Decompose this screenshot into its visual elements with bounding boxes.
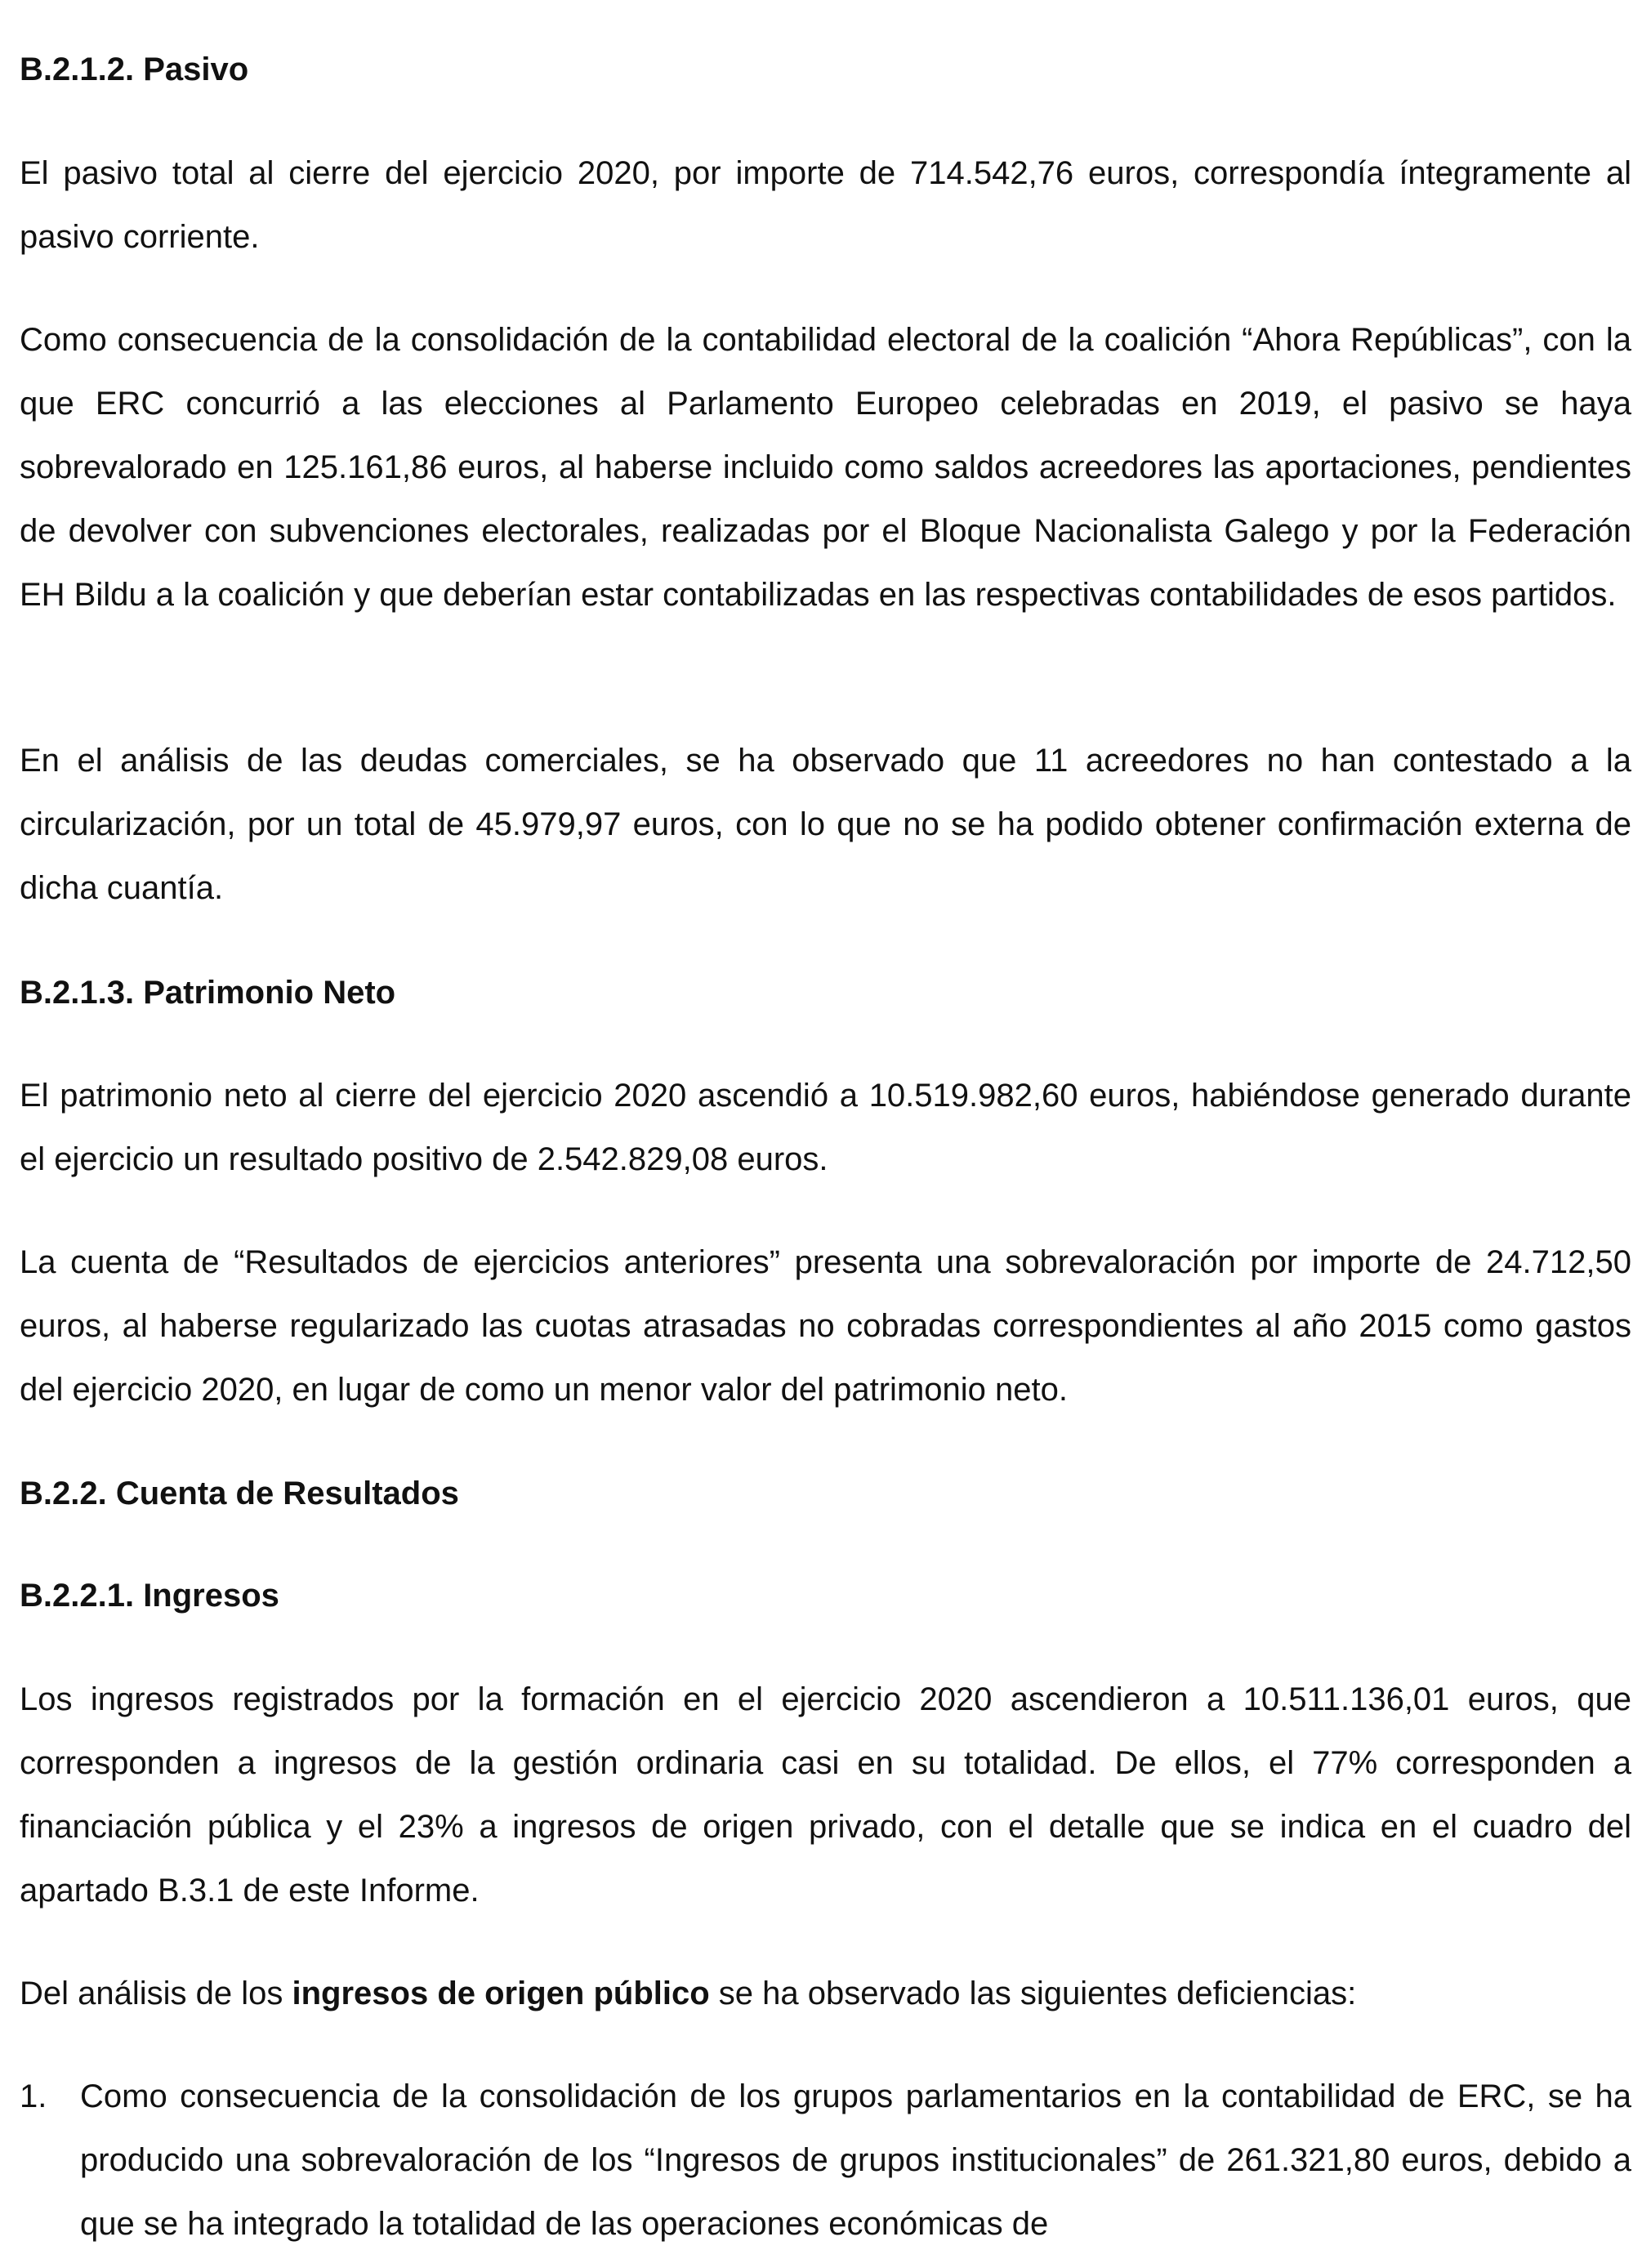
ingresos-origen-publico-bold: ingresos de origen público <box>292 1976 710 2011</box>
paragraph-pasivo-total: El pasivo total al cierre del ejercicio 2020, por importe de 714.542,76 euros, correspondía íntegramente al pasivo corriente. <box>20 155 1631 255</box>
paragraph-patrimonio-neto: El patrimonio neto al cierre del ejercicio 2020 ascendió a 10.519.982,60 euros, habiéndose generado durante el ejercicio un resultado positivo de 2.542.829,08 euros. <box>20 1078 1631 1177</box>
ingresos-intro-text: Del análisis de los <box>20 1976 292 2011</box>
ingresos-deficiencias-text: se ha observado las siguientes deficiencias: <box>709 1976 1357 2011</box>
list-item-number: 1. <box>20 2078 47 2114</box>
paragraph-deudas-comerciales: En el análisis de las deudas comerciales, se ha observado que 11 acreedores no han contestado a la circularización, por un total de 45.979,97 euros, con lo que no se ha podido obtener confirmación externa de dicha cuantía. <box>20 743 1631 906</box>
paragraph-pasivo-consolidacion: Como consecuencia de la consolidación de la contabilidad electoral de la coalición “Ahora Repúblicas”, con la que ERC concurrió a las elecciones al Parlamento Europeo celebradas en 2019, el pasivo se haya sobrevalorado en 125.161,86 euros, al haberse incluido como saldos acreedores las aportaciones, pendientes de devolver con subvenciones electorales, realizadas por el Bloque Nacionalista Galego y por la Federación EH Bildu a la coalición y que deberían estar contabilizadas en las respectivas contabilidades de esos partidos. <box>20 322 1631 613</box>
paragraph-ingresos-registrados: Los ingresos registrados por la formación en el ejercicio 2020 ascendieron a 10.511.136,01 euros, que corresponden a ingresos de la gestión ordinaria casi en su totalidad. De ellos, el 77% corresponden a financiación pública y el 23% a ingresos de origen privado, con el detalle que se indica en el cuadro del apartado B.3.1 de este Informe. <box>20 1681 1631 1909</box>
list-item-text: Como consecuencia de la consolidación de los grupos parlamentarios en la contabilidad de ERC, se ha producido una sobrevaloración de los “Ingresos de grupos institucionales” de 261.321,80 euros, debido a que se ha integrado la totalidad de las operaciones económicas de <box>80 2078 1631 2242</box>
list-item-deficiencia-1 <box>20 2065 1631 2256</box>
section-heading-cuenta-resultados: B.2.2. Cuenta de Resultados <box>20 1476 459 1511</box>
paragraph-resultados-anteriores: La cuenta de “Resultados de ejercicios anteriores” presenta una sobrevaloración por importe de 24.712,50 euros, al haberse regularizado las cuotas atrasadas no cobradas correspondientes al año 2015 como gastos del ejercicio 2020, en lugar de como un menor valor del patrimonio neto. <box>20 1244 1631 1408</box>
section-heading-ingresos: B.2.2.1. Ingresos <box>20 1578 279 1614</box>
paragraph-ingresos-origen-publico <box>20 1962 1631 2025</box>
section-heading-pasivo: B.2.1.2. Pasivo <box>20 51 249 87</box>
section-heading-patrimonio-neto: B.2.1.3. Patrimonio Neto <box>20 975 396 1011</box>
